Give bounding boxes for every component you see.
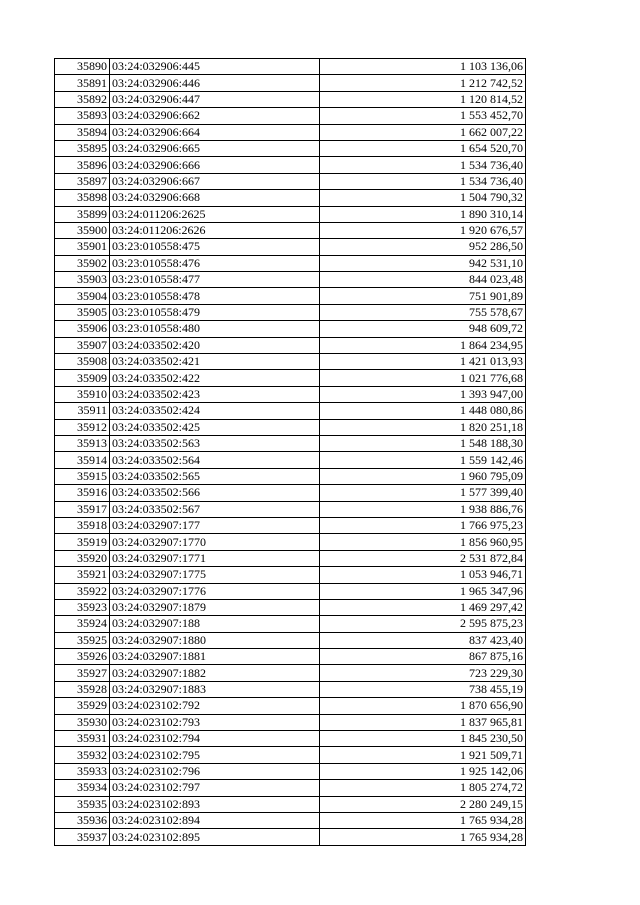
table-row xyxy=(55,583,526,599)
cadastral-value-cell: 1 870 656,90 xyxy=(320,698,526,714)
cadastral-value-cell: 751 901,89 xyxy=(320,288,526,304)
cadastral-value-cell: 1 448 080,86 xyxy=(320,403,526,419)
row-number-cell: 35917 xyxy=(55,501,110,517)
table-row xyxy=(55,698,526,714)
cadastral-number-cell: 03:24:032906:446 xyxy=(110,75,320,91)
row-number-cell: 35916 xyxy=(55,485,110,501)
cadastral-value-cell: 1 577 399,40 xyxy=(320,485,526,501)
cadastral-number-cell: 03:24:023102:792 xyxy=(110,698,320,714)
cadastral-number-cell: 03:24:033502:563 xyxy=(110,435,320,451)
row-number-cell: 35937 xyxy=(55,829,110,845)
cadastral-value-cell: 1 553 452,70 xyxy=(320,108,526,124)
table-row xyxy=(55,239,526,255)
cadastral-number-cell: 03:24:023102:794 xyxy=(110,731,320,747)
table-row xyxy=(55,485,526,501)
cadastral-number-cell: 03:24:032907:177 xyxy=(110,517,320,533)
table-row xyxy=(55,534,526,550)
cadastral-value-cell: 2 595 875,23 xyxy=(320,616,526,632)
table-row xyxy=(55,59,526,75)
table-row xyxy=(55,255,526,271)
table-row xyxy=(55,665,526,681)
cadastral-number-cell: 03:24:023102:795 xyxy=(110,747,320,763)
row-number-cell: 35894 xyxy=(55,124,110,140)
cadastral-value-cell: 1 021 776,68 xyxy=(320,370,526,386)
cadastral-value-table xyxy=(54,58,526,846)
table-row xyxy=(55,124,526,140)
table-row xyxy=(55,304,526,320)
row-number-cell: 35908 xyxy=(55,354,110,370)
cadastral-value-cell: 1 921 509,71 xyxy=(320,747,526,763)
cadastral-number-cell: 03:24:011206:2625 xyxy=(110,206,320,222)
row-number-cell: 35895 xyxy=(55,140,110,156)
cadastral-number-cell: 03:23:010558:475 xyxy=(110,239,320,255)
cadastral-number-cell: 03:23:010558:478 xyxy=(110,288,320,304)
cadastral-value-cell: 738 455,19 xyxy=(320,681,526,697)
cadastral-value-cell: 1 548 188,30 xyxy=(320,435,526,451)
cadastral-number-cell: 03:24:011206:2626 xyxy=(110,222,320,238)
table-row xyxy=(55,140,526,156)
cadastral-value-cell: 1 805 274,72 xyxy=(320,780,526,796)
row-number-cell: 35921 xyxy=(55,567,110,583)
cadastral-number-cell: 03:24:023102:797 xyxy=(110,780,320,796)
row-number-cell: 35890 xyxy=(55,59,110,75)
cadastral-value-cell: 1 765 934,28 xyxy=(320,812,526,828)
row-number-cell: 35911 xyxy=(55,403,110,419)
cadastral-number-cell: 03:24:032907:188 xyxy=(110,616,320,632)
cadastral-number-cell: 03:24:032906:445 xyxy=(110,59,320,75)
cadastral-value-cell: 1 469 297,42 xyxy=(320,599,526,615)
row-number-cell: 35936 xyxy=(55,812,110,828)
cadastral-value-cell: 2 280 249,15 xyxy=(320,796,526,812)
table-row xyxy=(55,763,526,779)
row-number-cell: 35905 xyxy=(55,304,110,320)
cadastral-value-cell: 1 925 142,06 xyxy=(320,763,526,779)
cadastral-number-cell: 03:24:023102:893 xyxy=(110,796,320,812)
row-number-cell: 35899 xyxy=(55,206,110,222)
cadastral-value-cell: 1 920 676,57 xyxy=(320,222,526,238)
cadastral-number-cell: 03:24:032907:1775 xyxy=(110,567,320,583)
cadastral-number-cell: 03:24:032906:667 xyxy=(110,173,320,189)
cadastral-value-cell: 1 864 234,95 xyxy=(320,337,526,353)
cadastral-number-cell: 03:24:033502:566 xyxy=(110,485,320,501)
cadastral-number-cell: 03:24:023102:894 xyxy=(110,812,320,828)
table-row xyxy=(55,190,526,206)
cadastral-value-cell: 1 845 230,50 xyxy=(320,731,526,747)
table-row xyxy=(55,108,526,124)
row-number-cell: 35898 xyxy=(55,190,110,206)
row-number-cell: 35897 xyxy=(55,173,110,189)
row-number-cell: 35900 xyxy=(55,222,110,238)
cadastral-value-cell: 723 229,30 xyxy=(320,665,526,681)
cadastral-value-cell: 1 534 736,40 xyxy=(320,173,526,189)
table-row xyxy=(55,681,526,697)
row-number-cell: 35918 xyxy=(55,517,110,533)
table-row xyxy=(55,829,526,845)
row-number-cell: 35920 xyxy=(55,550,110,566)
row-number-cell: 35933 xyxy=(55,763,110,779)
row-number-cell: 35915 xyxy=(55,468,110,484)
table-row xyxy=(55,321,526,337)
row-number-cell: 35930 xyxy=(55,714,110,730)
table-row xyxy=(55,616,526,632)
row-number-cell: 35934 xyxy=(55,780,110,796)
cadastral-value-cell: 942 531,10 xyxy=(320,255,526,271)
cadastral-number-cell: 03:23:010558:479 xyxy=(110,304,320,320)
table-row xyxy=(55,354,526,370)
table-row xyxy=(55,550,526,566)
table-row xyxy=(55,386,526,402)
row-number-cell: 35925 xyxy=(55,632,110,648)
cadastral-number-cell: 03:24:032907:1883 xyxy=(110,681,320,697)
cadastral-number-cell: 03:24:032907:1776 xyxy=(110,583,320,599)
cadastral-number-cell: 03:24:032907:1881 xyxy=(110,649,320,665)
row-number-cell: 35910 xyxy=(55,386,110,402)
cadastral-value-cell: 755 578,67 xyxy=(320,304,526,320)
row-number-cell: 35919 xyxy=(55,534,110,550)
cadastral-number-cell: 03:24:032907:1771 xyxy=(110,550,320,566)
row-number-cell: 35901 xyxy=(55,239,110,255)
cadastral-value-cell: 1 103 136,06 xyxy=(320,59,526,75)
table-body xyxy=(55,59,526,846)
cadastral-value-cell: 1 960 795,09 xyxy=(320,468,526,484)
cadastral-number-cell: 03:24:032907:1882 xyxy=(110,665,320,681)
table-row xyxy=(55,632,526,648)
row-number-cell: 35906 xyxy=(55,321,110,337)
table-row xyxy=(55,419,526,435)
row-number-cell: 35891 xyxy=(55,75,110,91)
cadastral-number-cell: 03:24:023102:793 xyxy=(110,714,320,730)
cadastral-value-cell: 948 609,72 xyxy=(320,321,526,337)
table-row xyxy=(55,272,526,288)
cadastral-value-cell: 1 766 975,23 xyxy=(320,517,526,533)
cadastral-number-cell: 03:24:023102:796 xyxy=(110,763,320,779)
table-row xyxy=(55,780,526,796)
row-number-cell: 35913 xyxy=(55,435,110,451)
cadastral-number-cell: 03:24:033502:420 xyxy=(110,337,320,353)
table-row xyxy=(55,452,526,468)
table-row xyxy=(55,435,526,451)
cadastral-value-cell: 952 286,50 xyxy=(320,239,526,255)
cadastral-number-cell: 03:24:033502:567 xyxy=(110,501,320,517)
table-row xyxy=(55,731,526,747)
table-row xyxy=(55,157,526,173)
cadastral-number-cell: 03:23:010558:477 xyxy=(110,272,320,288)
row-number-cell: 35892 xyxy=(55,91,110,107)
cadastral-value-cell: 1 654 520,70 xyxy=(320,140,526,156)
cadastral-value-cell: 1 662 007,22 xyxy=(320,124,526,140)
cadastral-number-cell: 03:24:033502:423 xyxy=(110,386,320,402)
table-row xyxy=(55,91,526,107)
row-number-cell: 35896 xyxy=(55,157,110,173)
cadastral-value-cell: 1 890 310,14 xyxy=(320,206,526,222)
cadastral-number-cell: 03:24:032906:665 xyxy=(110,140,320,156)
cadastral-value-cell: 1 393 947,00 xyxy=(320,386,526,402)
table-row xyxy=(55,747,526,763)
cadastral-number-cell: 03:24:033502:565 xyxy=(110,468,320,484)
cadastral-value-cell: 867 875,16 xyxy=(320,649,526,665)
table-row xyxy=(55,222,526,238)
row-number-cell: 35924 xyxy=(55,616,110,632)
cadastral-number-cell: 03:24:032906:662 xyxy=(110,108,320,124)
cadastral-value-cell: 1 765 934,28 xyxy=(320,829,526,845)
row-number-cell: 35935 xyxy=(55,796,110,812)
cadastral-number-cell: 03:24:032907:1879 xyxy=(110,599,320,615)
cadastral-value-cell: 844 023,48 xyxy=(320,272,526,288)
table-row xyxy=(55,567,526,583)
cadastral-value-cell: 1 837 965,81 xyxy=(320,714,526,730)
cadastral-value-cell: 2 531 872,84 xyxy=(320,550,526,566)
cadastral-number-cell: 03:24:033502:564 xyxy=(110,452,320,468)
row-number-cell: 35893 xyxy=(55,108,110,124)
row-number-cell: 35912 xyxy=(55,419,110,435)
row-number-cell: 35932 xyxy=(55,747,110,763)
table-row xyxy=(55,173,526,189)
row-number-cell: 35931 xyxy=(55,731,110,747)
table-row xyxy=(55,796,526,812)
row-number-cell: 35902 xyxy=(55,255,110,271)
table-row xyxy=(55,75,526,91)
cadastral-number-cell: 03:24:033502:425 xyxy=(110,419,320,435)
table-row xyxy=(55,337,526,353)
cadastral-value-cell: 1 504 790,32 xyxy=(320,190,526,206)
cadastral-value-cell: 1 820 251,18 xyxy=(320,419,526,435)
row-number-cell: 35923 xyxy=(55,599,110,615)
row-number-cell: 35914 xyxy=(55,452,110,468)
row-number-cell: 35926 xyxy=(55,649,110,665)
table-row xyxy=(55,403,526,419)
cadastral-number-cell: 03:23:010558:480 xyxy=(110,321,320,337)
cadastral-value-cell: 1 534 736,40 xyxy=(320,157,526,173)
cadastral-number-cell: 03:24:032906:668 xyxy=(110,190,320,206)
cadastral-number-cell: 03:24:033502:424 xyxy=(110,403,320,419)
table-row xyxy=(55,288,526,304)
row-number-cell: 35903 xyxy=(55,272,110,288)
table-row xyxy=(55,649,526,665)
table-row xyxy=(55,714,526,730)
cadastral-number-cell: 03:24:032907:1880 xyxy=(110,632,320,648)
table-row xyxy=(55,599,526,615)
cadastral-number-cell: 03:24:032906:664 xyxy=(110,124,320,140)
cadastral-number-cell: 03:23:010558:476 xyxy=(110,255,320,271)
row-number-cell: 35927 xyxy=(55,665,110,681)
cadastral-value-cell: 1 120 814,52 xyxy=(320,91,526,107)
row-number-cell: 35922 xyxy=(55,583,110,599)
cadastral-value-cell: 1 053 946,71 xyxy=(320,567,526,583)
table-row xyxy=(55,517,526,533)
table-row xyxy=(55,812,526,828)
row-number-cell: 35928 xyxy=(55,681,110,697)
cadastral-value-cell: 1 856 960,95 xyxy=(320,534,526,550)
cadastral-value-cell: 1 559 142,46 xyxy=(320,452,526,468)
cadastral-value-cell: 1 212 742,52 xyxy=(320,75,526,91)
row-number-cell: 35907 xyxy=(55,337,110,353)
cadastral-value-cell: 1 421 013,93 xyxy=(320,354,526,370)
row-number-cell: 35929 xyxy=(55,698,110,714)
cadastral-number-cell: 03:24:032906:666 xyxy=(110,157,320,173)
cadastral-number-cell: 03:24:033502:422 xyxy=(110,370,320,386)
row-number-cell: 35904 xyxy=(55,288,110,304)
table-row xyxy=(55,501,526,517)
cadastral-number-cell: 03:24:023102:895 xyxy=(110,829,320,845)
cadastral-number-cell: 03:24:032906:447 xyxy=(110,91,320,107)
cadastral-value-cell: 837 423,40 xyxy=(320,632,526,648)
cadastral-number-cell: 03:24:033502:421 xyxy=(110,354,320,370)
cadastral-number-cell: 03:24:032907:1770 xyxy=(110,534,320,550)
table-row xyxy=(55,206,526,222)
cadastral-value-cell: 1 938 886,76 xyxy=(320,501,526,517)
row-number-cell: 35909 xyxy=(55,370,110,386)
cadastral-value-cell: 1 965 347,96 xyxy=(320,583,526,599)
table-row xyxy=(55,468,526,484)
table-row xyxy=(55,370,526,386)
